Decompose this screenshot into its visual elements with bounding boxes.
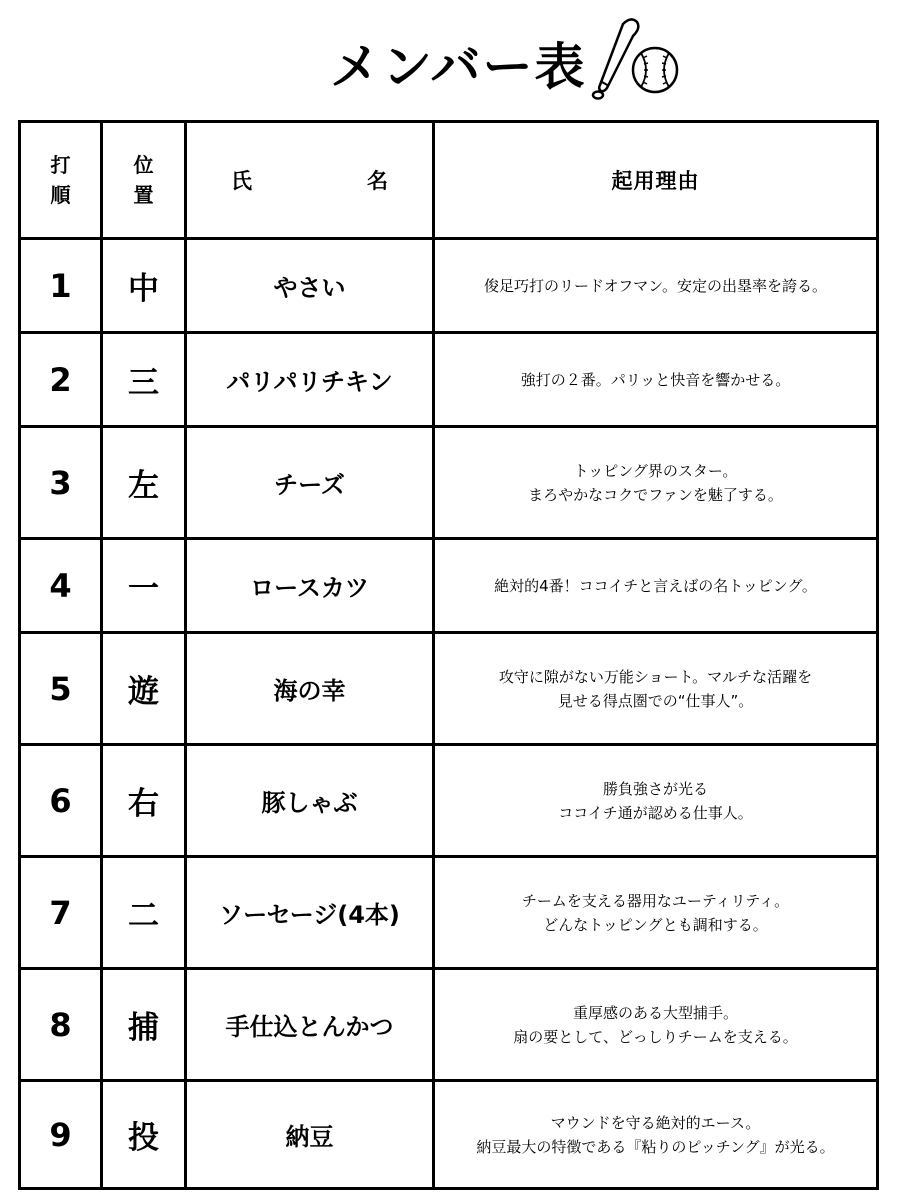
header-reason (434, 122, 878, 239)
reason-cell (434, 969, 878, 1081)
batting-order-cell: 1 (20, 239, 102, 333)
reason-line: 扇の要として、どっしりチームを支える。 (513, 1027, 798, 1046)
reason-line: トッピング界のスター。 (573, 461, 738, 480)
reason-line: ココイチ通が認める仕事人。 (558, 803, 753, 822)
reason-cell (434, 239, 878, 333)
baseball-bat-icon (593, 19, 638, 98)
batting-order-cell: 4 (20, 539, 102, 633)
position-cell: 中 (102, 239, 186, 333)
batting-order-cell: 9 (20, 1081, 102, 1189)
reason-line: まろやかなコクでファンを魅了する。 (528, 485, 783, 504)
page-title: メンバー表 (330, 38, 587, 96)
position-cell: 右 (102, 745, 186, 857)
header-position (102, 122, 186, 239)
batting-order-cell: 8 (20, 969, 102, 1081)
player-name-cell: ロースカツ (186, 539, 434, 633)
position-cell: 一 (102, 539, 186, 633)
table-header-row (20, 122, 878, 239)
header-name-right: 名 (367, 169, 388, 193)
reason-line: マウンドを守る絶対的エース。 (550, 1113, 761, 1132)
position-cell: 捕 (102, 969, 186, 1081)
batting-order-cell: 7 (20, 857, 102, 969)
reason-cell (434, 745, 878, 857)
reason-line: どんなトッピングとも調和する。 (543, 915, 768, 934)
table-row (20, 539, 878, 633)
bat-and-ball-illustration (585, 12, 695, 112)
reason-cell (434, 633, 878, 745)
player-name-cell: パリパリチキン (186, 333, 434, 427)
table-row (20, 427, 878, 539)
reason-cell (434, 1081, 878, 1189)
reason-line: チームを支える器用なユーティリティ。 (521, 891, 790, 910)
batting-order-cell: 3 (20, 427, 102, 539)
reason-line: 俊足巧打のリードオフマン。安定の出塁率を誇る。 (484, 276, 827, 295)
reason-line: 絶対的4番！ココイチと言えばの名トッピング。 (494, 576, 817, 595)
table-row (20, 745, 878, 857)
header-batting-order (20, 122, 102, 239)
player-name-cell: やさい (186, 239, 434, 333)
reason-cell (434, 539, 878, 633)
player-name-cell: 納豆 (186, 1081, 434, 1189)
position-cell: 左 (102, 427, 186, 539)
player-name-cell: 海の幸 (186, 633, 434, 745)
header-position-label: 位置 (133, 153, 154, 207)
baseball-icon (633, 48, 677, 92)
reason-cell (434, 857, 878, 969)
player-name-cell: 豚しゃぶ (186, 745, 434, 857)
table-row (20, 333, 878, 427)
table-row (20, 969, 878, 1081)
player-name-cell: ソーセージ(4本) (186, 857, 434, 969)
table-row (20, 633, 878, 745)
reason-line: 見せる得点圏での“仕事人”。 (557, 691, 754, 710)
table-row (20, 857, 878, 969)
table-row (20, 239, 878, 333)
reason-cell (434, 427, 878, 539)
reason-line: 強打の２番。パリッと快音を響かせる。 (520, 370, 791, 389)
member-table (18, 120, 879, 1190)
player-name-cell: 手仕込とんかつ (186, 969, 434, 1081)
batting-order-cell: 2 (20, 333, 102, 427)
reason-cell (434, 333, 878, 427)
reason-line: 攻守に隙がない万能ショート。マルチな活躍を (498, 667, 813, 686)
header-name-left: 氏 (231, 169, 252, 193)
reason-line: 納豆最大の特徴である『粘りのピッチング』が光る。 (476, 1137, 835, 1156)
reason-line: 勝負強さが光る (602, 779, 708, 798)
position-cell: 二 (102, 857, 186, 969)
position-cell: 遊 (102, 633, 186, 745)
position-cell: 投 (102, 1081, 186, 1189)
header-reason-label: 起用理由 (611, 169, 700, 193)
table-row (20, 1081, 878, 1189)
batting-order-cell: 6 (20, 745, 102, 857)
position-cell: 三 (102, 333, 186, 427)
batting-order-cell: 5 (20, 633, 102, 745)
player-name-cell: チーズ (186, 427, 434, 539)
header-batting-order-label: 打順 (50, 153, 71, 207)
reason-line: 重厚感のある大型捕手。 (572, 1003, 738, 1022)
header-name (186, 122, 434, 239)
title-area (0, 28, 900, 110)
